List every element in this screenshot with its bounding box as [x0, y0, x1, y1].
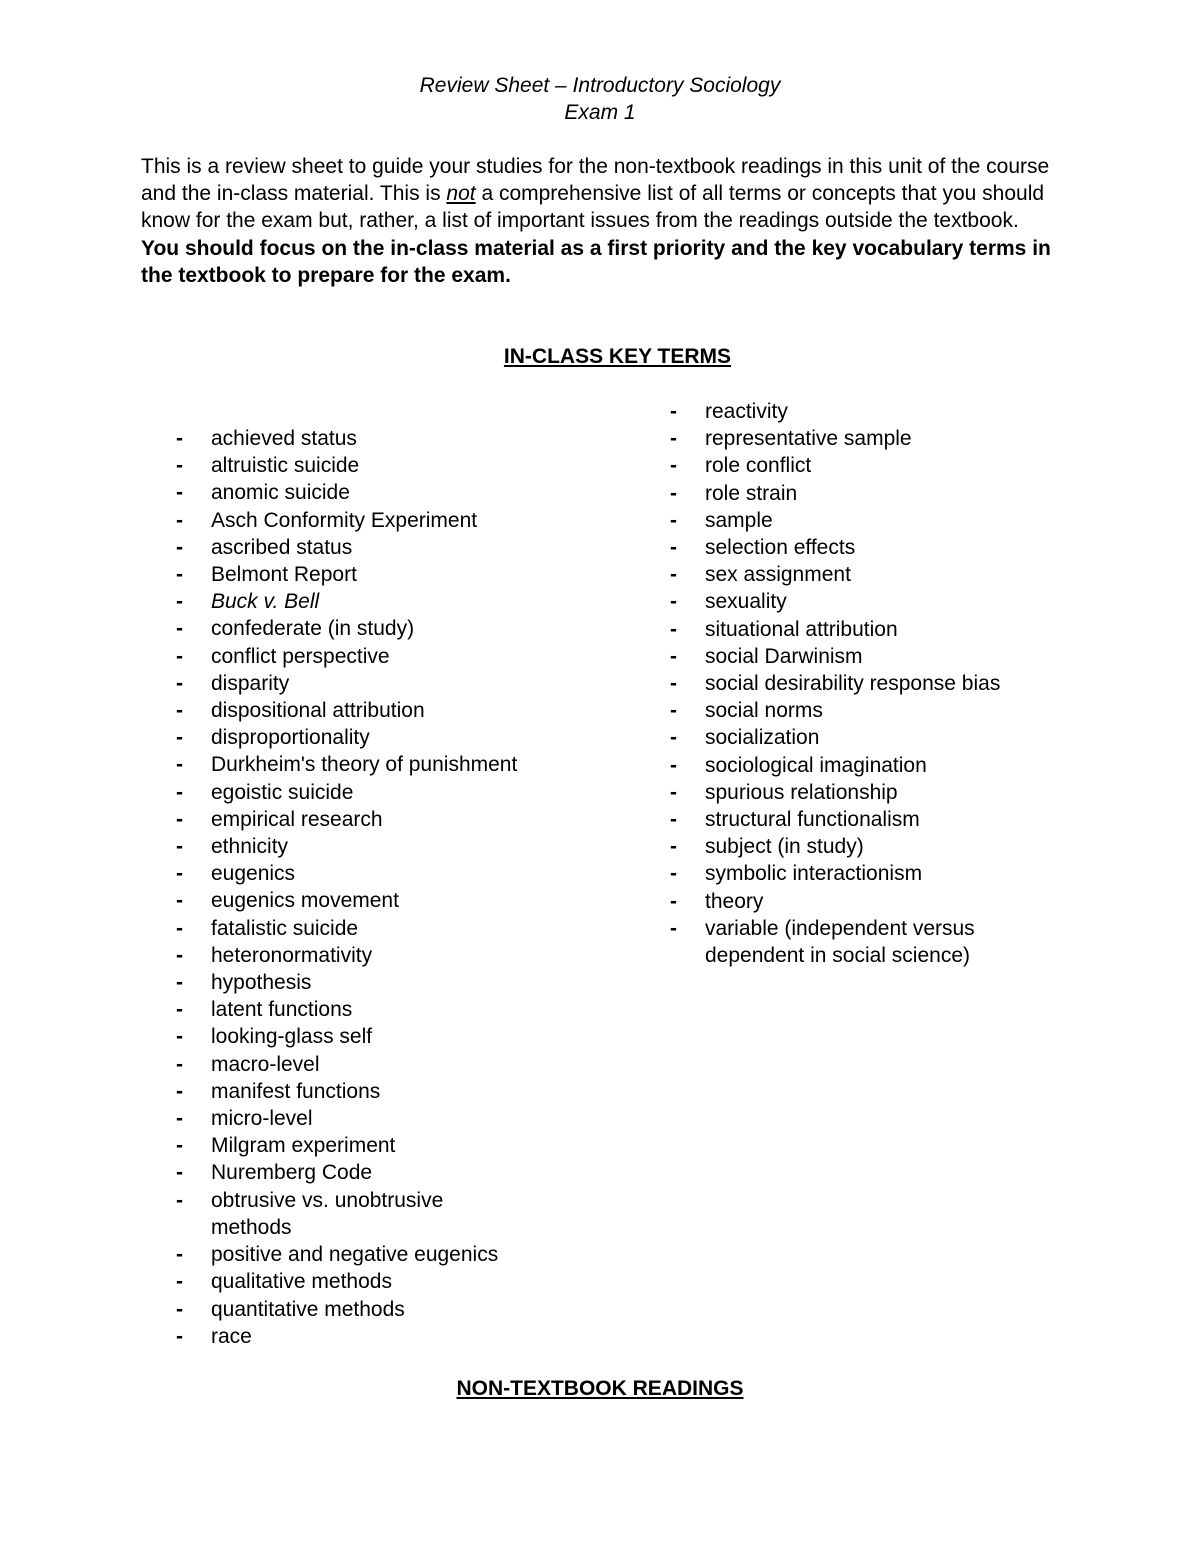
list-item: [176, 860, 626, 887]
list-item: [670, 534, 1070, 561]
list-item: [176, 1296, 626, 1323]
list-item: [670, 425, 1070, 452]
term-text: micro-level: [211, 1107, 313, 1131]
list-item: [176, 534, 626, 561]
list-item: [176, 615, 626, 642]
intro-emphasis: not: [446, 182, 476, 206]
dash-bullet: -: [176, 1243, 183, 1267]
list-item: [176, 887, 626, 914]
dash-bullet: -: [670, 400, 677, 423]
intro-text-part1: This is a review sheet to guide your studies for the non-textbook readings in this unit of the course and the in-class material. This is: [141, 155, 1050, 206]
dash-bullet: -: [670, 427, 677, 451]
term-text: ascribed status: [211, 535, 353, 559]
term-text: eugenics movement: [211, 889, 399, 913]
dash-bullet: -: [670, 780, 677, 804]
dash-bullet: -: [670, 644, 677, 668]
list-item: [176, 969, 626, 996]
dash-bullet: -: [670, 672, 677, 696]
term-text: social Darwinism: [705, 644, 863, 668]
document-subtitle: Exam 1: [564, 101, 636, 124]
term-text: role strain: [705, 481, 798, 505]
list-item: [176, 507, 626, 534]
dash-bullet: -: [670, 481, 677, 505]
list-item: [670, 724, 1070, 751]
dash-bullet: -: [670, 726, 677, 750]
term-text: manifest functions: [211, 1079, 381, 1103]
list-item: [670, 452, 1070, 479]
term-text: social norms: [705, 699, 823, 723]
term-text: empirical research: [211, 807, 383, 831]
dash-bullet: -: [176, 1188, 183, 1212]
term-text: race: [211, 1324, 252, 1348]
dash-bullet: -: [176, 943, 183, 967]
term-text: ethnicity: [211, 835, 289, 859]
dash-bullet: -: [670, 699, 677, 723]
term-text: heteronormativity: [211, 943, 373, 967]
term-text: sample: [705, 508, 773, 532]
list-item: [176, 996, 626, 1023]
dash-bullet: -: [670, 862, 677, 886]
list-item: [670, 588, 1070, 615]
dash-bullet: -: [176, 971, 183, 995]
term-text: hypothesis: [211, 971, 312, 995]
list-item: [176, 1268, 626, 1295]
intro-text-part2: a comprehensive list of all terms or concepts that you should know for the exam but, rather, a list of important issues from the readings outside the textbook.: [141, 182, 1045, 233]
term-text: confederate (in study): [211, 617, 415, 641]
dash-bullet: -: [670, 835, 677, 859]
list-item: [670, 697, 1070, 724]
list-item: [670, 561, 1070, 588]
term-text: social desirability response bias: [705, 672, 1001, 696]
term-text: fatalistic suicide: [211, 916, 359, 940]
non-textbook-readings-heading: NON-TEXTBOOK READINGS: [456, 1377, 744, 1400]
term-text: socialization: [705, 726, 820, 750]
term-text: macro-level: [211, 1052, 320, 1076]
term-text: theory: [705, 889, 764, 913]
list-item: [176, 806, 626, 833]
list-item: [670, 643, 1070, 670]
dash-bullet: -: [176, 1052, 183, 1076]
list-item: [176, 915, 626, 942]
list-item: [176, 588, 626, 615]
term-text: obtrusive vs. unobtrusive methods: [211, 1188, 444, 1239]
term-text: Milgram experiment: [211, 1134, 396, 1158]
term-text: qualitative methods: [211, 1270, 392, 1294]
list-item: [176, 643, 626, 670]
dash-bullet: -: [176, 671, 183, 695]
list-item: [176, 479, 626, 506]
dash-bullet: -: [176, 1107, 183, 1131]
term-text: dispositional attribution: [211, 699, 425, 723]
term-text: looking-glass self: [211, 1025, 373, 1049]
term-text: role conflict: [705, 454, 812, 478]
dash-bullet: -: [670, 617, 677, 641]
dash-bullet: -: [670, 889, 677, 913]
dash-bullet: -: [670, 536, 677, 560]
dash-bullet: -: [176, 644, 183, 668]
term-text: variable (independent versus dependent in social science): [705, 916, 975, 968]
term-text: egoistic suicide: [211, 780, 354, 804]
list-item: [176, 833, 626, 860]
dash-bullet: -: [176, 563, 183, 587]
list-item: [176, 1132, 626, 1159]
list-item: [176, 1023, 626, 1050]
list-item: [176, 670, 626, 697]
dash-bullet: -: [176, 508, 183, 532]
dash-bullet: -: [176, 998, 183, 1022]
list-item: [176, 425, 626, 452]
term-text: symbolic interactionism: [705, 862, 923, 886]
dash-bullet: -: [176, 699, 183, 723]
dash-bullet: -: [176, 916, 183, 940]
dash-bullet: -: [176, 1297, 183, 1321]
term-text: achieved status: [211, 427, 357, 450]
list-item: [176, 452, 626, 479]
dash-bullet: -: [176, 862, 183, 886]
dash-bullet: -: [176, 1161, 183, 1185]
list-item: [176, 1323, 626, 1350]
list-item: [176, 779, 626, 806]
dash-bullet: -: [670, 590, 677, 614]
term-text: spurious relationship: [705, 780, 898, 804]
list-item: [176, 751, 626, 778]
term-text: positive and negative eugenics: [211, 1243, 499, 1267]
term-text: quantitative methods: [211, 1297, 405, 1321]
list-item: [670, 670, 1070, 697]
intro-paragraph: [141, 153, 1061, 289]
term-text: sexuality: [705, 590, 787, 614]
term-text: situational attribution: [705, 617, 898, 641]
dash-bullet: -: [670, 563, 677, 587]
list-item: [670, 616, 1070, 643]
list-item: [670, 507, 1070, 534]
term-text: conflict perspective: [211, 644, 390, 668]
list-item: [176, 1051, 626, 1078]
term-text: altruistic suicide: [211, 454, 360, 478]
term-text: reactivity: [705, 400, 788, 423]
term-text: Buck v. Bell: [211, 590, 320, 614]
list-item: [670, 779, 1070, 806]
dash-bullet: -: [176, 807, 183, 831]
term-text: selection effects: [705, 536, 856, 560]
list-item: [176, 942, 626, 969]
list-item: [176, 1241, 626, 1268]
term-text: Durkheim's theory of punishment: [211, 753, 518, 777]
list-item: [176, 1078, 626, 1105]
dash-bullet: -: [176, 427, 183, 450]
dash-bullet: -: [176, 835, 183, 859]
dash-bullet: -: [176, 753, 183, 777]
list-item: [670, 806, 1070, 833]
dash-bullet: -: [176, 590, 183, 614]
key-terms-right-column: [670, 398, 1070, 969]
term-text: subject (in study): [705, 835, 864, 859]
dash-bullet: -: [670, 753, 677, 777]
list-item: [670, 888, 1070, 915]
term-text: structural functionalism: [705, 808, 920, 832]
dash-bullet: -: [670, 916, 677, 940]
in-class-key-terms-heading: IN-CLASS KEY TERMS: [503, 345, 732, 368]
key-terms-left-column: [176, 425, 626, 1350]
list-item: [176, 724, 626, 751]
list-item: [670, 752, 1070, 779]
dash-bullet: -: [670, 508, 677, 532]
term-text: representative sample: [705, 427, 912, 451]
dash-bullet: -: [176, 535, 183, 559]
dash-bullet: -: [176, 1134, 183, 1158]
list-item: [670, 833, 1070, 860]
term-text: latent functions: [211, 998, 353, 1022]
list-item: [670, 398, 1070, 425]
term-text: disproportionality: [211, 726, 370, 750]
dash-bullet: -: [176, 617, 183, 641]
dash-bullet: -: [176, 1270, 183, 1294]
dash-bullet: -: [176, 481, 183, 505]
dash-bullet: -: [176, 1025, 183, 1049]
dash-bullet: -: [176, 780, 183, 804]
document-title: Review Sheet – Introductory Sociology: [419, 74, 781, 97]
list-item: [670, 860, 1070, 887]
term-text: anomic suicide: [211, 481, 350, 505]
list-item: [670, 915, 1015, 969]
list-item: [176, 1187, 511, 1241]
intro-bold-text: You should focus on the in-class material as a first priority and the key vocabulary terms in the textbook to prepare for the exam.: [141, 236, 1051, 287]
list-item: [670, 480, 1070, 507]
term-text: Asch Conformity Experiment: [211, 508, 478, 532]
term-text: eugenics: [211, 862, 296, 886]
term-text: sociological imagination: [705, 753, 927, 777]
dash-bullet: -: [176, 726, 183, 750]
list-item: [176, 1105, 626, 1132]
list-item: [176, 1159, 626, 1186]
dash-bullet: -: [670, 808, 677, 832]
dash-bullet: -: [176, 1079, 183, 1103]
term-text: disparity: [211, 671, 290, 695]
term-text: Nuremberg Code: [211, 1161, 373, 1185]
dash-bullet: -: [670, 454, 677, 478]
list-item: [176, 561, 626, 588]
term-text: Belmont Report: [211, 563, 357, 587]
term-text: sex assignment: [705, 563, 851, 587]
dash-bullet: -: [176, 1324, 183, 1348]
dash-bullet: -: [176, 454, 183, 478]
list-item: [176, 697, 626, 724]
dash-bullet: -: [176, 889, 183, 913]
